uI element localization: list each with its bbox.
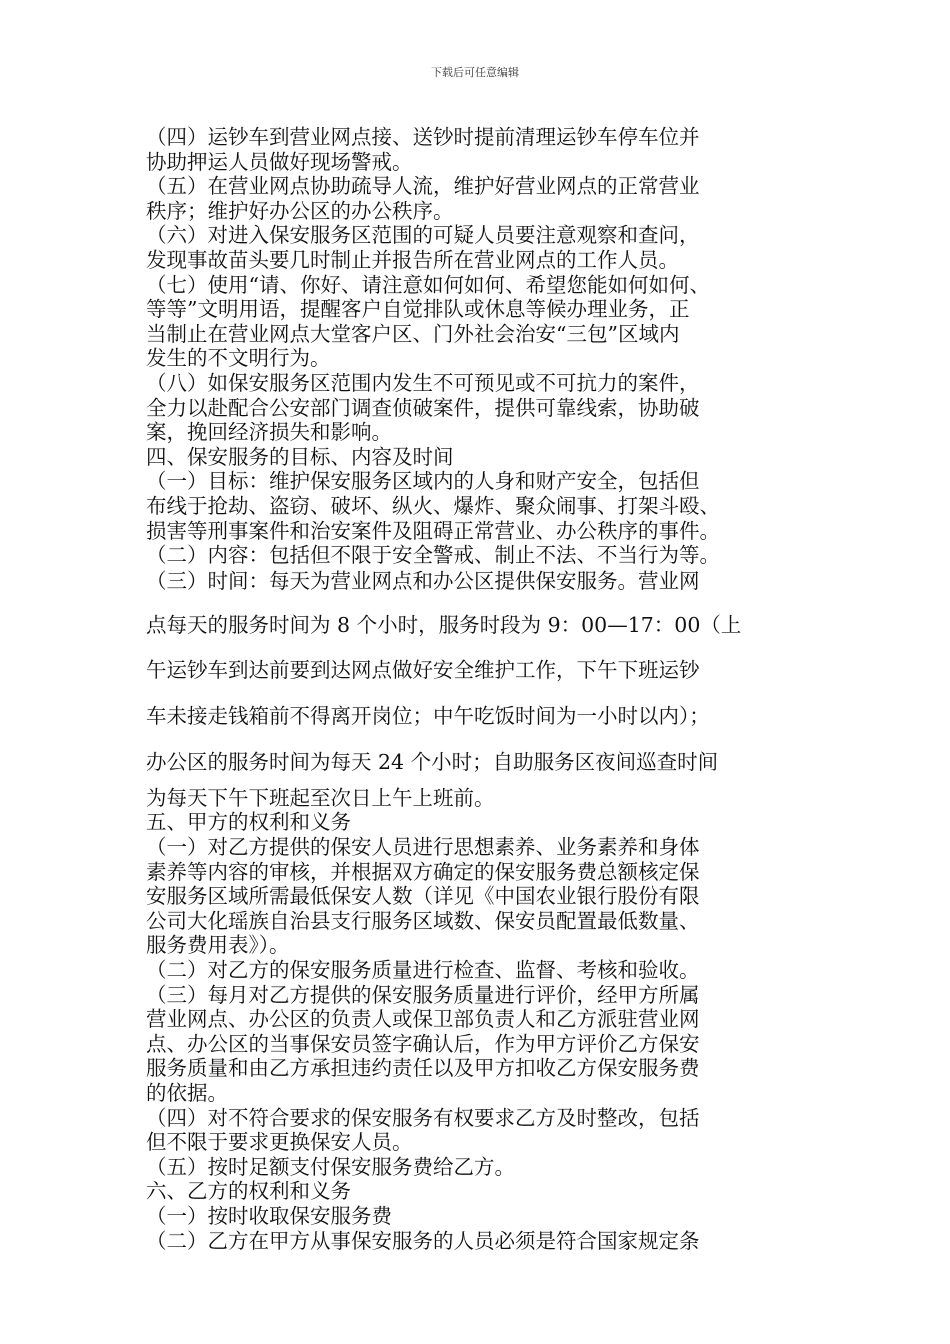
text-line: （二）对乙方的保安服务质量进行检查、监督、考核和验收。 — [146, 958, 700, 983]
text-line: （三）时间：每天为营业网点和办公区提供保安服务。营业网 — [146, 568, 700, 593]
text-line: 办公区的服务时间为每天 24 个小时；自助服务区夜间巡查时间 — [146, 750, 719, 775]
text-line: 服务质量和由乙方承担违约责任以及甲方扣收乙方保安服务费 — [146, 1056, 700, 1081]
section-heading: 五、甲方的权利和义务 — [146, 810, 351, 835]
text-line: 午运钞车到达前要到达网点做好安全维护工作，下午下班运钞 — [146, 658, 700, 683]
text-line: 车未接走钱箱前不得离开岗位；中午吃饭时间为一小时以内）； — [146, 704, 710, 729]
text-line: 营业网点、办公区的负责人或保卫部负责人和乙方派驻营业网 — [146, 1007, 700, 1032]
text-line: 协助押运人员做好现场警戒。 — [146, 149, 413, 174]
text-line: 安服务区域所需最低保安人数（详见《中国农业银行股份有限 — [146, 884, 700, 909]
text-line: 当制止在营业网点大堂客户区、门外社会治安“三包”区域内 — [146, 321, 680, 346]
text-line: 为每天下午下班起至次日上午上班前。 — [146, 785, 495, 810]
text-line: 素养等内容的审核，并根据双方确定的保安服务费总额核定保 — [146, 859, 700, 884]
text-line: 等等”文明用语，提醒客户自觉排队或休息等候办理业务，正 — [146, 297, 690, 322]
text-line: （一）对乙方提供的保安人员进行思想素养、业务素养和身体 — [146, 835, 700, 860]
text-line: （一）按时收取保安服务费 — [146, 1203, 392, 1228]
text-line: 案，挽回经济损失和影响。 — [146, 420, 392, 445]
page-header-note: 下载后可任意编辑 — [431, 66, 519, 79]
text-line: （八）如保安服务区范围内发生不可预见或不可抗力的案件， — [146, 370, 700, 395]
text-line: 点每天的服务时间为 8 个小时，服务时段为 9：00—17：00（上 — [146, 612, 742, 637]
text-line: （七）使用“请、你好、请注意如何如何、希望您能如何如何、 — [146, 272, 710, 297]
text-line: （五）在营业网点协助疏导人流，维护好营业网点的正常营业 — [146, 174, 700, 199]
text-line: （五）按时足额支付保安服务费给乙方。 — [146, 1154, 515, 1179]
section-heading: 六、乙方的权利和义务 — [146, 1179, 351, 1204]
text-line: （三）每月对乙方提供的保安服务质量进行评价，经甲方所属 — [146, 982, 700, 1007]
text-line: 全力以赴配合公安部门调查侦破案件，提供可靠线索，协助破 — [146, 395, 700, 420]
text-line: 服务费用表》）。 — [146, 933, 290, 958]
text-line: 点、办公区的当事保安员签字确认后，作为甲方评价乙方保安 — [146, 1031, 700, 1056]
text-line: 秩序；维护好办公区的办公秩序。 — [146, 198, 454, 223]
text-line: （六）对进入保安服务区范围的可疑人员要注意观察和查问， — [146, 223, 700, 248]
section-heading: 四、保安服务的目标、内容及时间 — [146, 444, 454, 469]
text-line: （四）运钞车到营业网点接、送钞时提前清理运钞车停车位并 — [146, 125, 700, 149]
text-line: （二）乙方在甲方从事保安服务的人员必须是符合国家规定条 — [146, 1228, 700, 1253]
text-line: 发生的不文明行为。 — [146, 346, 331, 371]
text-line: 公司大化瑶族自治县支行服务区域数、保安员配置最低数量、 — [146, 908, 700, 933]
text-line: 发现事故苗头要几时制止并报告所在营业网点的工作人员。 — [146, 247, 679, 272]
text-line: 损害等刑事案件和治安案件及阻碍正常营业、办公秩序的事件。 — [146, 518, 720, 543]
text-line: （四）对不符合要求的保安服务有权要求乙方及时整改，包括 — [146, 1105, 700, 1130]
text-line: 的依据。 — [146, 1081, 228, 1105]
text-line: （二）内容：包括但不限于安全警戒、制止不法、不当行为等。 — [146, 543, 720, 568]
document-body — [146, 125, 818, 1253]
text-line: 布线于抢劫、盗窃、破坏、纵火、爆炸、聚众闹事、打架斗殴、 — [146, 493, 720, 518]
text-line: （一）目标：维护保安服务区域内的人身和财产安全，包括但 — [146, 469, 700, 494]
text-line: 但不限于要求更换保安人员。 — [146, 1130, 413, 1155]
